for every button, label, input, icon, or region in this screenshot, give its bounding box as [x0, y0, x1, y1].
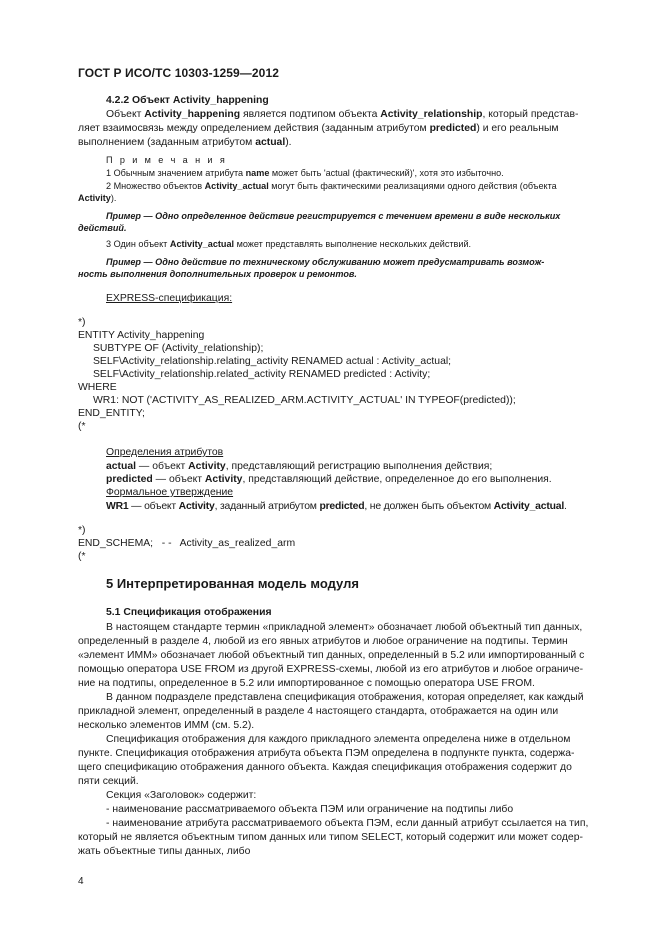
- paragraph-line: щего спецификацию отображения данного объекта. Каждая спецификация отображения содержит до: [78, 762, 572, 773]
- example-2: Пример — Одно действие по техническому обслуживанию может предусматривать возмож-: [106, 257, 545, 267]
- list-item: - наименование рассматриваемого объекта ПЭМ или ограничение на подтипы либо: [106, 804, 514, 815]
- example-1: Пример — Одно определенное действие регистрируется с течением времени в виде нескольких: [106, 211, 561, 221]
- attr-definitions-heading: Определения атрибутов: [106, 447, 224, 458]
- express-line: SELF\Activity_relationship.relating_activity RENAMED actual : Activity_actual;: [93, 356, 452, 367]
- express-line: END_ENTITY;: [78, 408, 145, 419]
- paragraph-line: В данном подразделе представлена спецификация отображения, которая определяет, как каждый: [106, 692, 584, 703]
- express-line: *): [78, 317, 86, 328]
- note-1: 1 Обычным значением атрибута name может быть 'actual (фактический)', хотя это избыточно.: [106, 168, 504, 178]
- note-2: 2 Множество объектов Activity_actual могут быть фактическими реализациями одного действия (объекта: [106, 181, 557, 191]
- section-5-1-title: 5.1 Спецификация отображения: [106, 607, 272, 618]
- paragraph-line: пункте. Спецификация отображения атрибута объекта ПЭМ определена в подпункте пункта, содержа-: [78, 748, 575, 759]
- section-4-2-2-title: 4.2.2 Объект Activity_happening: [106, 95, 269, 106]
- paragraph-line: определенный в разделе 4, любой из его явных атрибутов и любое ограничение на подтипы. Термин: [78, 636, 568, 647]
- paragraph-line: ляет взаимосвязь между определением действия (заданным атрибутом predicted) и его реальным: [78, 123, 559, 134]
- paragraph-line: «элемент ИММ» обозначает любой объектный тип данных, определенный в 5.2 или импортированный с: [78, 650, 585, 661]
- express-line: SELF\Activity_relationship.related_activity RENAMED predicted : Activity;: [93, 369, 431, 380]
- list-item-cont: который не является объектным типом данных или типом SELECT, который содержит или может содер-: [78, 832, 583, 843]
- express-line: SUBTYPE OF (Activity_relationship);: [93, 343, 264, 354]
- notes-heading: П р и м е ч а н и я: [106, 155, 228, 165]
- schema-end-line: *): [78, 525, 86, 536]
- example-2-cont: ность выполнения дополнительных проверок и ремонтов.: [78, 269, 357, 279]
- rule-wr1: WR1 — объект Activity, заданный атрибутом predicted, не должен быть объектом Activity_actual.: [106, 501, 567, 512]
- note-3: 3 Один объект Activity_actual может представлять выполнение нескольких действий.: [106, 239, 472, 249]
- section-5-title: 5 Интерпретированная модель модуля: [106, 576, 359, 591]
- note-2-cont: Activity).: [78, 193, 117, 203]
- paragraph-line: Спецификация отображения для каждого прикладного элемента определена ниже в отдельном: [106, 734, 571, 745]
- schema-end-line: END_SCHEMA; - - Activity_as_realized_arm: [78, 538, 296, 549]
- list-item: - наименование атрибута рассматриваемого объекта ПЭМ, если данный атрибут ссылается на тип,: [106, 818, 589, 829]
- attr-actual: actual — объект Activity, представляющий регистрацию выполнения действия;: [106, 461, 493, 472]
- paragraph-line: выполнением (заданным атрибутом actual).: [78, 137, 292, 148]
- express-line: ENTITY Activity_happening: [78, 330, 205, 341]
- paragraph-line: Объект Activity_happening является подтипом объекта Activity_relationship, который представ-: [106, 109, 579, 120]
- express-line: (*: [78, 421, 86, 432]
- document-header: ГОСТ Р ИСО/ТС 10303-1259—2012: [78, 66, 279, 80]
- example-1-cont: действий.: [78, 223, 127, 233]
- paragraph-line: Секция «Заголовок» содержит:: [106, 790, 257, 801]
- paragraph-line: прикладной элемент, определенный в разделе 4 настоящего стандарта, отображается на один или: [78, 706, 559, 717]
- express-line: WR1: NOT ('ACTIVITY_AS_REALIZED_ARM.ACTIVITY_ACTUAL' IN TYPEOF(predicted));: [93, 395, 516, 406]
- paragraph-line: ние на подтипы, определенное в 5.2 или импортированное с помощью оператора USE FROM.: [78, 678, 535, 689]
- attr-predicted: predicted — объект Activity, представляющий действие, определенное до его выполнения.: [106, 474, 552, 485]
- formal-rule-heading: Формальное утверждение: [106, 487, 234, 498]
- express-spec-label: EXPRESS-спецификация:: [106, 293, 233, 304]
- paragraph-line: пяти секций.: [78, 776, 139, 787]
- page-number: 4: [78, 876, 84, 887]
- list-item-cont: жать объектные типы данных, либо: [78, 846, 251, 857]
- paragraph-line: несколько элементов ИММ (см. 5.2).: [78, 720, 255, 731]
- paragraph-line: помощью оператора USE FROM из другой EXPRESS-схемы, любой из его атрибутов и любое ограниче-: [78, 664, 584, 675]
- schema-end-line: (*: [78, 551, 86, 562]
- paragraph-line: В настоящем стандарте термин «прикладной элемент» обозначает любой объектный тип данных,: [106, 622, 583, 633]
- express-line: WHERE: [78, 382, 117, 393]
